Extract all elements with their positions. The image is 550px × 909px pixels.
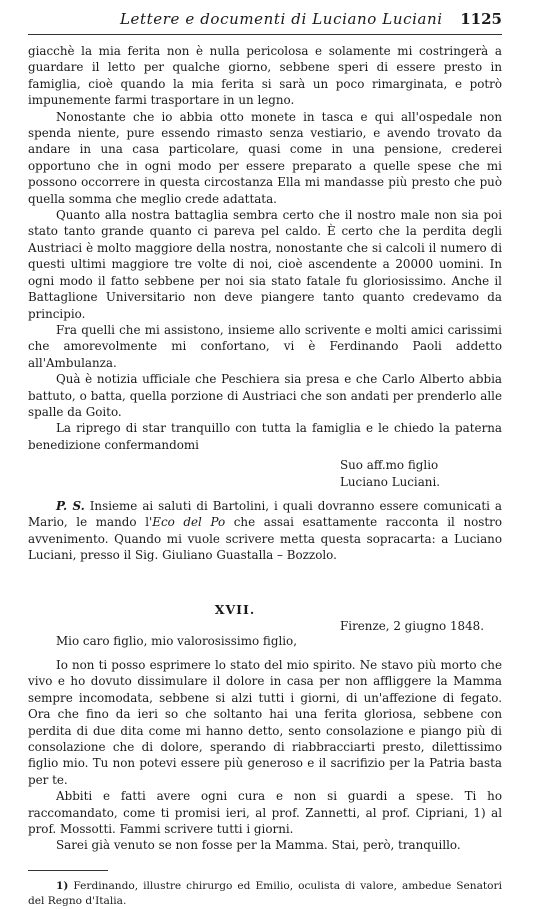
postscript [28,498,502,564]
letter-body-second [28,657,502,854]
letter-number: XVII. [214,601,256,617]
postscript-text: Insieme ai saluti di Bartolini, i quali dovranno essere comunicati a Mario, le mando l' [28,498,503,530]
footnote-rule [28,870,108,871]
paragraph: giacchè la mia ferita non è nulla pericolosa e solamente mi costringerà a guardare il letto per qualche giorno, sebbene speri di essere presto in famiglia, cioè quando la mia ferita si sarà un poco rimarginata, e potrò impunemente farmi trasportare in un legno. [28,44,502,108]
running-title: Lettere e documenti di Luciano Luciani [120,10,443,28]
running-head [28,6,502,35]
paragraph: Abbiti e fatti avere ogni cura e non si guardi a spese. Ti ho raccomandato, come ti promisi ieri, al prof. Zannetti, al prof. Cipriani, 1) al prof. Mossotti. Fammi scrivere tutti i giorni. [28,789,502,837]
postscript-label: P. S. [56,498,85,513]
letter-body [28,43,502,453]
paragraph: Sarei già venuto se non fosse per la Mamma. Stai, però, tranquillo. [56,838,461,853]
signoff-closing: Suo aff.mo figlio [340,458,439,473]
page-number: 1125 [460,10,502,28]
paragraph: Fra quelli che mi assistono, insieme allo scrivente e molti amici carissimi che amorevolmente mi confortano, vi è Ferdinando Paoli addetto all'Ambulanza. [28,322,502,370]
paragraph: Quà è notizia ufficiale che Peschiera sia presa e che Carlo Alberto abbia battuto, o batta, quella porzione di Austriaci che son andati per prenderlo alle spalle da Goito. [28,372,502,419]
postscript-text-end: che assai esattamente racconta il nostro avvenimento. Quando mi vuole scrivere metta questa sopracarta: a Luciano Luciani, presso il Sig. Giuliano Guastalla – Bozzolo. [28,515,502,563]
paragraph: Quanto alla nostra battaglia sembra certo che il nostro male non sia poi stato tanto grande quanto ci pareva pel caldo. È certo che la perdita degli Austriaci è molto maggiore della nostra, nonostante che si calcoli il numero di questi ultimi maggiore tre volte di noi, cioè ascendente a 20000 uomini. In ogni modo il fatto sebbene per noi sia stato fatale fu gloriosissimo. Anche il Battaglione Universitario non deve piangere tanto quanto credevamo da principio. [28,208,502,321]
paragraph: La riprego di star tranquillo con tutta la famiglia e le chiedo la paterna benedizione confermandomi [28,421,502,452]
signoff [340,457,502,490]
signoff-signature: Luciano Luciani. [340,474,441,489]
newspaper-title: Eco del Po [152,515,226,530]
dateline: Firenze, 2 giugno 1848. [340,618,484,633]
footnote-marker: 1) [56,879,69,892]
paragraph: Io non ti posso esprimere lo stato del mio spirito. Ne stavo più morto che vivo e ho dovuto dissimulare il dolore in casa per non affliggere la Mamma sempre incomodata, sebbene si alzi tutti i giorni, di un'affezione di fegato. Ora che fino da ieri so che soltanto hai una ferita gloriosa, sebbene con perdita di due dita come mi hanno detto, sento consolazione e piango più di consolazione che di dolore, sperando di riabbracciarti presto, dilettissimo figlio mio. Tu non potevi essere più generoso e il sacrifizio per la Patria basta per te. [28,658,502,787]
salutation: Mio caro figlio, mio valorosissimo figlio, [56,633,297,648]
book-page [28,0,503,907]
footnote [28,879,502,909]
paragraph: Nonostante che io abbia otto monete in tasca e qui all'ospedale non spenda niente, pure essendo rimasto senza vestiario, e avendo trovato da andare in una casa particolare, quasi come in una pensione, crederei opportuno che in ogni modo per essere preparato a quelle spese che mi possono occorrere in questa circostanza Ella mi mandasse più presto che può quella somma che meglio crede adattata. [28,109,502,206]
footnote-text: Ferdinando, illustre chirurgo ed Emilio, oculista di valore, ambedue Senatori del Regno d'Italia. [28,879,502,907]
